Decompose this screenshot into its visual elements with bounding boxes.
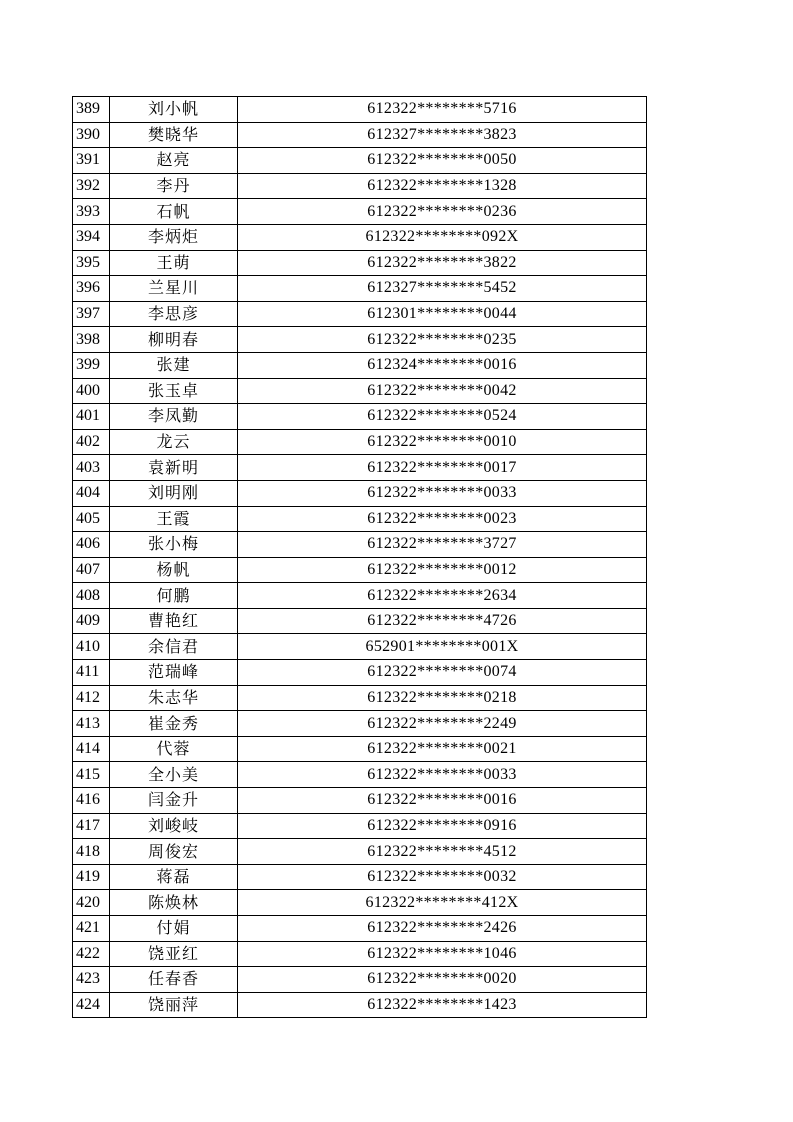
name-cell: 刘小帆 [110, 97, 238, 123]
table-row [73, 736, 647, 762]
name-cell: 赵亮 [110, 148, 238, 174]
name-cell: 余信君 [110, 634, 238, 660]
id-number-cell: 612322********0033 [238, 762, 647, 788]
id-number-cell: 612322********0020 [238, 967, 647, 993]
row-number-cell: 415 [73, 762, 110, 788]
id-number-cell: 612322********0017 [238, 455, 647, 481]
name-cell: 曹艳红 [110, 608, 238, 634]
table-row [73, 352, 647, 378]
table-row [73, 301, 647, 327]
row-number-cell: 424 [73, 992, 110, 1018]
table-row [73, 992, 647, 1018]
name-cell: 蒋磊 [110, 864, 238, 890]
row-number-cell: 401 [73, 404, 110, 430]
table-row [73, 148, 647, 174]
id-number-cell: 612301********0044 [238, 301, 647, 327]
table-row [73, 967, 647, 993]
name-cell: 袁新明 [110, 455, 238, 481]
name-cell: 李思彦 [110, 301, 238, 327]
id-number-cell: 612322********2249 [238, 711, 647, 737]
id-number-cell: 612327********5452 [238, 276, 647, 302]
row-number-cell: 399 [73, 352, 110, 378]
row-number-cell: 402 [73, 429, 110, 455]
name-cell: 崔金秀 [110, 711, 238, 737]
table-row [73, 685, 647, 711]
table-row [73, 97, 647, 123]
name-cell: 全小美 [110, 762, 238, 788]
table-row [73, 327, 647, 353]
row-number-cell: 420 [73, 890, 110, 916]
name-cell: 饶丽萍 [110, 992, 238, 1018]
row-number-cell: 391 [73, 148, 110, 174]
table-row [73, 762, 647, 788]
row-number-cell: 403 [73, 455, 110, 481]
name-cell: 何鹏 [110, 583, 238, 609]
table-row [73, 890, 647, 916]
name-cell: 张建 [110, 352, 238, 378]
table-row [73, 660, 647, 686]
id-number-cell: 612327********3823 [238, 122, 647, 148]
table-row [73, 839, 647, 865]
row-number-cell: 418 [73, 839, 110, 865]
row-number-cell: 423 [73, 967, 110, 993]
id-number-cell: 612322********0218 [238, 685, 647, 711]
table-row [73, 173, 647, 199]
table-row [73, 532, 647, 558]
name-cell: 代蓉 [110, 736, 238, 762]
name-cell: 范瑞峰 [110, 660, 238, 686]
name-cell: 王萌 [110, 250, 238, 276]
name-cell: 张小梅 [110, 532, 238, 558]
id-number-cell: 612322********0050 [238, 148, 647, 174]
name-cell: 付娟 [110, 916, 238, 942]
table-row [73, 583, 647, 609]
id-number-cell: 612322********3822 [238, 250, 647, 276]
id-number-cell: 612322********4726 [238, 608, 647, 634]
table-row [73, 941, 647, 967]
name-cell: 陈焕林 [110, 890, 238, 916]
id-number-cell: 612322********0012 [238, 557, 647, 583]
row-number-cell: 390 [73, 122, 110, 148]
id-number-cell: 612322********2634 [238, 583, 647, 609]
id-number-cell: 612324********0016 [238, 352, 647, 378]
id-number-cell: 612322********0236 [238, 199, 647, 225]
row-number-cell: 396 [73, 276, 110, 302]
row-number-cell: 413 [73, 711, 110, 737]
row-number-cell: 417 [73, 813, 110, 839]
id-number-cell: 612322********0235 [238, 327, 647, 353]
roster-table [72, 96, 647, 1018]
id-number-cell: 612322********3727 [238, 532, 647, 558]
id-number-cell: 612322********4512 [238, 839, 647, 865]
name-cell: 张玉卓 [110, 378, 238, 404]
row-number-cell: 394 [73, 224, 110, 250]
table-row [73, 608, 647, 634]
id-number-cell: 612322********2426 [238, 916, 647, 942]
id-number-cell: 612322********0524 [238, 404, 647, 430]
id-number-cell: 612322********092X [238, 224, 647, 250]
id-number-cell: 612322********0016 [238, 788, 647, 814]
id-number-cell: 612322********0010 [238, 429, 647, 455]
id-number-cell: 612322********0074 [238, 660, 647, 686]
name-cell: 龙云 [110, 429, 238, 455]
row-number-cell: 389 [73, 97, 110, 123]
row-number-cell: 392 [73, 173, 110, 199]
row-number-cell: 410 [73, 634, 110, 660]
row-number-cell: 400 [73, 378, 110, 404]
name-cell: 樊晓华 [110, 122, 238, 148]
name-cell: 李凤勤 [110, 404, 238, 430]
id-number-cell: 612322********0042 [238, 378, 647, 404]
name-cell: 刘峻岐 [110, 813, 238, 839]
name-cell: 朱志华 [110, 685, 238, 711]
table-row [73, 276, 647, 302]
id-number-cell: 612322********0023 [238, 506, 647, 532]
row-number-cell: 398 [73, 327, 110, 353]
table-row [73, 557, 647, 583]
name-cell: 李丹 [110, 173, 238, 199]
table-row [73, 480, 647, 506]
row-number-cell: 404 [73, 480, 110, 506]
row-number-cell: 408 [73, 583, 110, 609]
row-number-cell: 421 [73, 916, 110, 942]
id-number-cell: 612322********1046 [238, 941, 647, 967]
name-cell: 闫金升 [110, 788, 238, 814]
row-number-cell: 406 [73, 532, 110, 558]
table-row [73, 378, 647, 404]
name-cell: 周俊宏 [110, 839, 238, 865]
name-cell: 杨帆 [110, 557, 238, 583]
name-cell: 王霞 [110, 506, 238, 532]
table-row [73, 250, 647, 276]
table-row [73, 122, 647, 148]
name-cell: 石帆 [110, 199, 238, 225]
id-number-cell: 612322********412X [238, 890, 647, 916]
row-number-cell: 411 [73, 660, 110, 686]
row-number-cell: 405 [73, 506, 110, 532]
id-number-cell: 612322********0032 [238, 864, 647, 890]
table-row [73, 864, 647, 890]
row-number-cell: 409 [73, 608, 110, 634]
table-row [73, 813, 647, 839]
name-cell: 柳明春 [110, 327, 238, 353]
name-cell: 兰星川 [110, 276, 238, 302]
table-row [73, 224, 647, 250]
table-row [73, 455, 647, 481]
name-cell: 李炳炬 [110, 224, 238, 250]
table-row [73, 429, 647, 455]
name-cell: 饶亚红 [110, 941, 238, 967]
row-number-cell: 407 [73, 557, 110, 583]
table-row [73, 199, 647, 225]
name-cell: 刘明刚 [110, 480, 238, 506]
id-number-cell: 612322********5716 [238, 97, 647, 123]
row-number-cell: 414 [73, 736, 110, 762]
id-number-cell: 612322********1423 [238, 992, 647, 1018]
name-cell: 任春香 [110, 967, 238, 993]
row-number-cell: 412 [73, 685, 110, 711]
row-number-cell: 395 [73, 250, 110, 276]
table-row [73, 788, 647, 814]
id-number-cell: 612322********1328 [238, 173, 647, 199]
row-number-cell: 416 [73, 788, 110, 814]
row-number-cell: 419 [73, 864, 110, 890]
id-number-cell: 612322********0033 [238, 480, 647, 506]
table-row [73, 404, 647, 430]
table-row [73, 916, 647, 942]
id-number-cell: 652901********001X [238, 634, 647, 660]
table-row [73, 506, 647, 532]
roster-body [73, 97, 647, 1018]
id-number-cell: 612322********0021 [238, 736, 647, 762]
id-number-cell: 612322********0916 [238, 813, 647, 839]
row-number-cell: 422 [73, 941, 110, 967]
table-row [73, 634, 647, 660]
table-row [73, 711, 647, 737]
row-number-cell: 397 [73, 301, 110, 327]
row-number-cell: 393 [73, 199, 110, 225]
